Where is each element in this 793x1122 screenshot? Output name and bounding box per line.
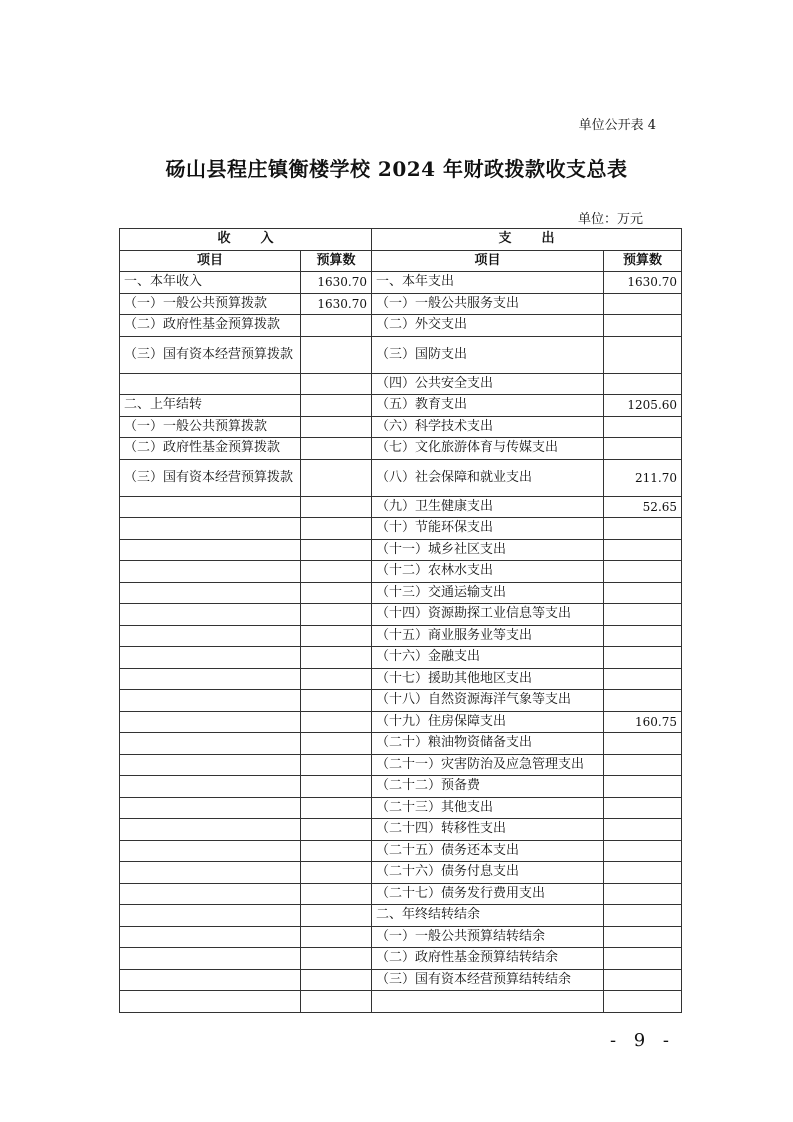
expense-item-cell — [372, 991, 604, 1013]
income-item-cell — [120, 668, 301, 690]
income-item-cell: （三）国有资本经营预算拨款 — [120, 459, 301, 496]
expense-amount-cell — [604, 416, 682, 438]
income-amount-cell — [301, 711, 372, 733]
income-item-cell — [120, 862, 301, 884]
expense-amount-cell — [604, 819, 682, 841]
income-item-cell: 二、上年结转 — [120, 395, 301, 417]
expense-item-cell: 二、年终结转结余 — [372, 905, 604, 927]
income-amount-cell — [301, 336, 372, 373]
expense-item-cell: （一）一般公共服务支出 — [372, 293, 604, 315]
table-row — [120, 733, 682, 755]
expense-item-cell: （四）公共安全支出 — [372, 373, 604, 395]
income-item-cell — [120, 905, 301, 927]
expense-section-header: 支出 — [372, 229, 682, 251]
expense-item-cell: （二十七）债务发行费用支出 — [372, 883, 604, 905]
table-row — [120, 582, 682, 604]
income-amount-cell — [301, 604, 372, 626]
income-amount-cell — [301, 625, 372, 647]
income-item-cell: （一）一般公共预算拨款 — [120, 416, 301, 438]
income-section-header: 收入 — [120, 229, 372, 251]
expense-item-cell: （二十二）预备费 — [372, 776, 604, 798]
expense-item-cell: （八）社会保障和就业支出 — [372, 459, 604, 496]
expense-item-cell: （十五）商业服务业等支出 — [372, 625, 604, 647]
income-item-cell — [120, 647, 301, 669]
expense-amount-cell: 1630.70 — [604, 272, 682, 294]
income-item-cell — [120, 926, 301, 948]
expense-item-cell: （十三）交通运输支出 — [372, 582, 604, 604]
expense-amount-cell: 52.65 — [604, 496, 682, 518]
income-amount-cell — [301, 459, 372, 496]
income-item-cell — [120, 539, 301, 561]
table-row — [120, 336, 682, 373]
income-amount-cell — [301, 395, 372, 417]
income-amount-cell — [301, 754, 372, 776]
income-amount-cell — [301, 926, 372, 948]
table-row — [120, 438, 682, 460]
table-row — [120, 272, 682, 294]
expense-amount-cell: 1205.60 — [604, 395, 682, 417]
income-amount-cell — [301, 539, 372, 561]
income-amount-cell — [301, 776, 372, 798]
expense-item-cell: （二十五）债务还本支出 — [372, 840, 604, 862]
income-item-cell — [120, 604, 301, 626]
table-row — [120, 883, 682, 905]
table-row — [120, 373, 682, 395]
expense-item-cell: （十九）住房保障支出 — [372, 711, 604, 733]
income-amount-cell — [301, 582, 372, 604]
income-item-cell — [120, 991, 301, 1013]
income-amount-cell — [301, 840, 372, 862]
table-row — [120, 690, 682, 712]
expense-budget-header: 预算数 — [604, 250, 682, 272]
income-amount-cell — [301, 905, 372, 927]
income-item-cell — [120, 373, 301, 395]
expense-amount-cell — [604, 883, 682, 905]
table-row — [120, 776, 682, 798]
income-amount-cell — [301, 496, 372, 518]
table-row — [120, 395, 682, 417]
expense-amount-cell — [604, 754, 682, 776]
income-amount-cell — [301, 883, 372, 905]
income-item-cell: 一、本年收入 — [120, 272, 301, 294]
expense-item-cell: （二十四）转移性支出 — [372, 819, 604, 841]
expense-amount-cell — [604, 905, 682, 927]
income-amount-cell — [301, 561, 372, 583]
expense-amount-cell — [604, 518, 682, 540]
table-row — [120, 647, 682, 669]
expense-item-cell: （十一）城乡社区支出 — [372, 539, 604, 561]
income-item-cell — [120, 561, 301, 583]
table-row — [120, 604, 682, 626]
income-amount-cell — [301, 991, 372, 1013]
table-row — [120, 459, 682, 496]
table-row — [120, 797, 682, 819]
table-row — [120, 711, 682, 733]
income-item-cell: （三）国有资本经营预算拨款 — [120, 336, 301, 373]
income-item-cell — [120, 733, 301, 755]
table-row — [120, 840, 682, 862]
income-amount-cell — [301, 438, 372, 460]
table-row — [120, 315, 682, 337]
expense-amount-cell — [604, 733, 682, 755]
expense-item-cell: （二十一）灾害防治及应急管理支出 — [372, 754, 604, 776]
expense-amount-cell — [604, 373, 682, 395]
income-amount-cell — [301, 797, 372, 819]
table-row — [120, 668, 682, 690]
expense-amount-cell — [604, 539, 682, 561]
expense-amount-cell — [604, 315, 682, 337]
income-amount-cell: 1630.70 — [301, 293, 372, 315]
income-item-cell — [120, 776, 301, 798]
income-amount-cell — [301, 862, 372, 884]
expense-item-cell: （九）卫生健康支出 — [372, 496, 604, 518]
table-row — [120, 948, 682, 970]
income-item-cell: （二）政府性基金预算拨款 — [120, 438, 301, 460]
income-amount-cell — [301, 733, 372, 755]
income-amount-cell — [301, 518, 372, 540]
expense-item-cell: （十二）农林水支出 — [372, 561, 604, 583]
expense-amount-cell — [604, 690, 682, 712]
expense-amount-cell: 211.70 — [604, 459, 682, 496]
table-row — [120, 926, 682, 948]
income-amount-cell — [301, 690, 372, 712]
income-item-cell — [120, 518, 301, 540]
income-item-cell — [120, 969, 301, 991]
income-item-cell — [120, 754, 301, 776]
income-item-cell — [120, 690, 301, 712]
table-row — [120, 625, 682, 647]
expense-amount-cell — [604, 969, 682, 991]
table-row — [120, 293, 682, 315]
expense-amount-cell — [604, 991, 682, 1013]
expense-item-cell: （三）国有资本经营预算结转结余 — [372, 969, 604, 991]
unit-label: 单位：万元 — [577, 212, 643, 227]
income-item-cell — [120, 840, 301, 862]
expense-item-cell: （十七）援助其他地区支出 — [372, 668, 604, 690]
expense-amount-cell — [604, 797, 682, 819]
expense-amount-cell — [604, 625, 682, 647]
income-amount-cell — [301, 819, 372, 841]
form-number: 单位公开表 4 — [578, 118, 656, 133]
expense-amount-cell: 160.75 — [604, 711, 682, 733]
income-amount-cell — [301, 373, 372, 395]
table-row — [120, 905, 682, 927]
table-row — [120, 991, 682, 1013]
expense-item-cell: （二十三）其他支出 — [372, 797, 604, 819]
table-row — [120, 819, 682, 841]
income-amount-cell — [301, 948, 372, 970]
income-item-cell: （一）一般公共预算拨款 — [120, 293, 301, 315]
income-amount-cell — [301, 315, 372, 337]
expense-item-cell: （二）政府性基金预算结转结余 — [372, 948, 604, 970]
expense-amount-cell — [604, 604, 682, 626]
income-item-cell — [120, 797, 301, 819]
expense-amount-cell — [604, 336, 682, 373]
table-row — [120, 754, 682, 776]
expense-item-cell: （三）国防支出 — [372, 336, 604, 373]
income-amount-cell: 1630.70 — [301, 272, 372, 294]
expense-item-cell: （二十）粮油物资储备支出 — [372, 733, 604, 755]
table-row — [120, 561, 682, 583]
section-header-row — [120, 229, 682, 251]
expense-amount-cell — [604, 668, 682, 690]
income-item-cell — [120, 625, 301, 647]
table-row — [120, 496, 682, 518]
expense-item-cell: （十四）资源勘探工业信息等支出 — [372, 604, 604, 626]
table-row — [120, 539, 682, 561]
expense-amount-cell — [604, 862, 682, 884]
table-body — [120, 272, 682, 1013]
expense-item-header: 项目 — [372, 250, 604, 272]
page-number: - 9 - — [609, 1030, 675, 1051]
expense-amount-cell — [604, 948, 682, 970]
expense-item-cell: （一）一般公共预算结转结余 — [372, 926, 604, 948]
income-item-cell — [120, 883, 301, 905]
income-budget-header: 预算数 — [301, 250, 372, 272]
income-item-cell: （二）政府性基金预算拨款 — [120, 315, 301, 337]
table-row — [120, 518, 682, 540]
expense-amount-cell — [604, 647, 682, 669]
expense-amount-cell — [604, 293, 682, 315]
expense-item-cell: （六）科学技术支出 — [372, 416, 604, 438]
income-item-cell — [120, 819, 301, 841]
income-amount-cell — [301, 647, 372, 669]
table-row — [120, 862, 682, 884]
expense-amount-cell — [604, 776, 682, 798]
income-item-header: 项目 — [120, 250, 301, 272]
expense-amount-cell — [604, 840, 682, 862]
table-row — [120, 969, 682, 991]
expense-item-cell: （五）教育支出 — [372, 395, 604, 417]
income-amount-cell — [301, 668, 372, 690]
expense-amount-cell — [604, 582, 682, 604]
expense-item-cell: （十六）金融支出 — [372, 647, 604, 669]
revenue-expenditure-table — [119, 228, 682, 1013]
income-item-cell — [120, 948, 301, 970]
expense-item-cell: （二十六）债务付息支出 — [372, 862, 604, 884]
income-item-cell — [120, 582, 301, 604]
expense-amount-cell — [604, 561, 682, 583]
income-amount-cell — [301, 416, 372, 438]
income-item-cell — [120, 496, 301, 518]
column-header-row — [120, 250, 682, 272]
expense-item-cell: 一、本年支出 — [372, 272, 604, 294]
table-row — [120, 416, 682, 438]
expense-item-cell: （十八）自然资源海洋气象等支出 — [372, 690, 604, 712]
expense-item-cell: （二）外交支出 — [372, 315, 604, 337]
expense-amount-cell — [604, 438, 682, 460]
page-title: 砀山县程庄镇衡楼学校 2024 年财政拨款收支总表 — [165, 157, 628, 181]
expense-amount-cell — [604, 926, 682, 948]
expense-item-cell: （七）文化旅游体育与传媒支出 — [372, 438, 604, 460]
expense-item-cell: （十）节能环保支出 — [372, 518, 604, 540]
income-item-cell — [120, 711, 301, 733]
income-amount-cell — [301, 969, 372, 991]
